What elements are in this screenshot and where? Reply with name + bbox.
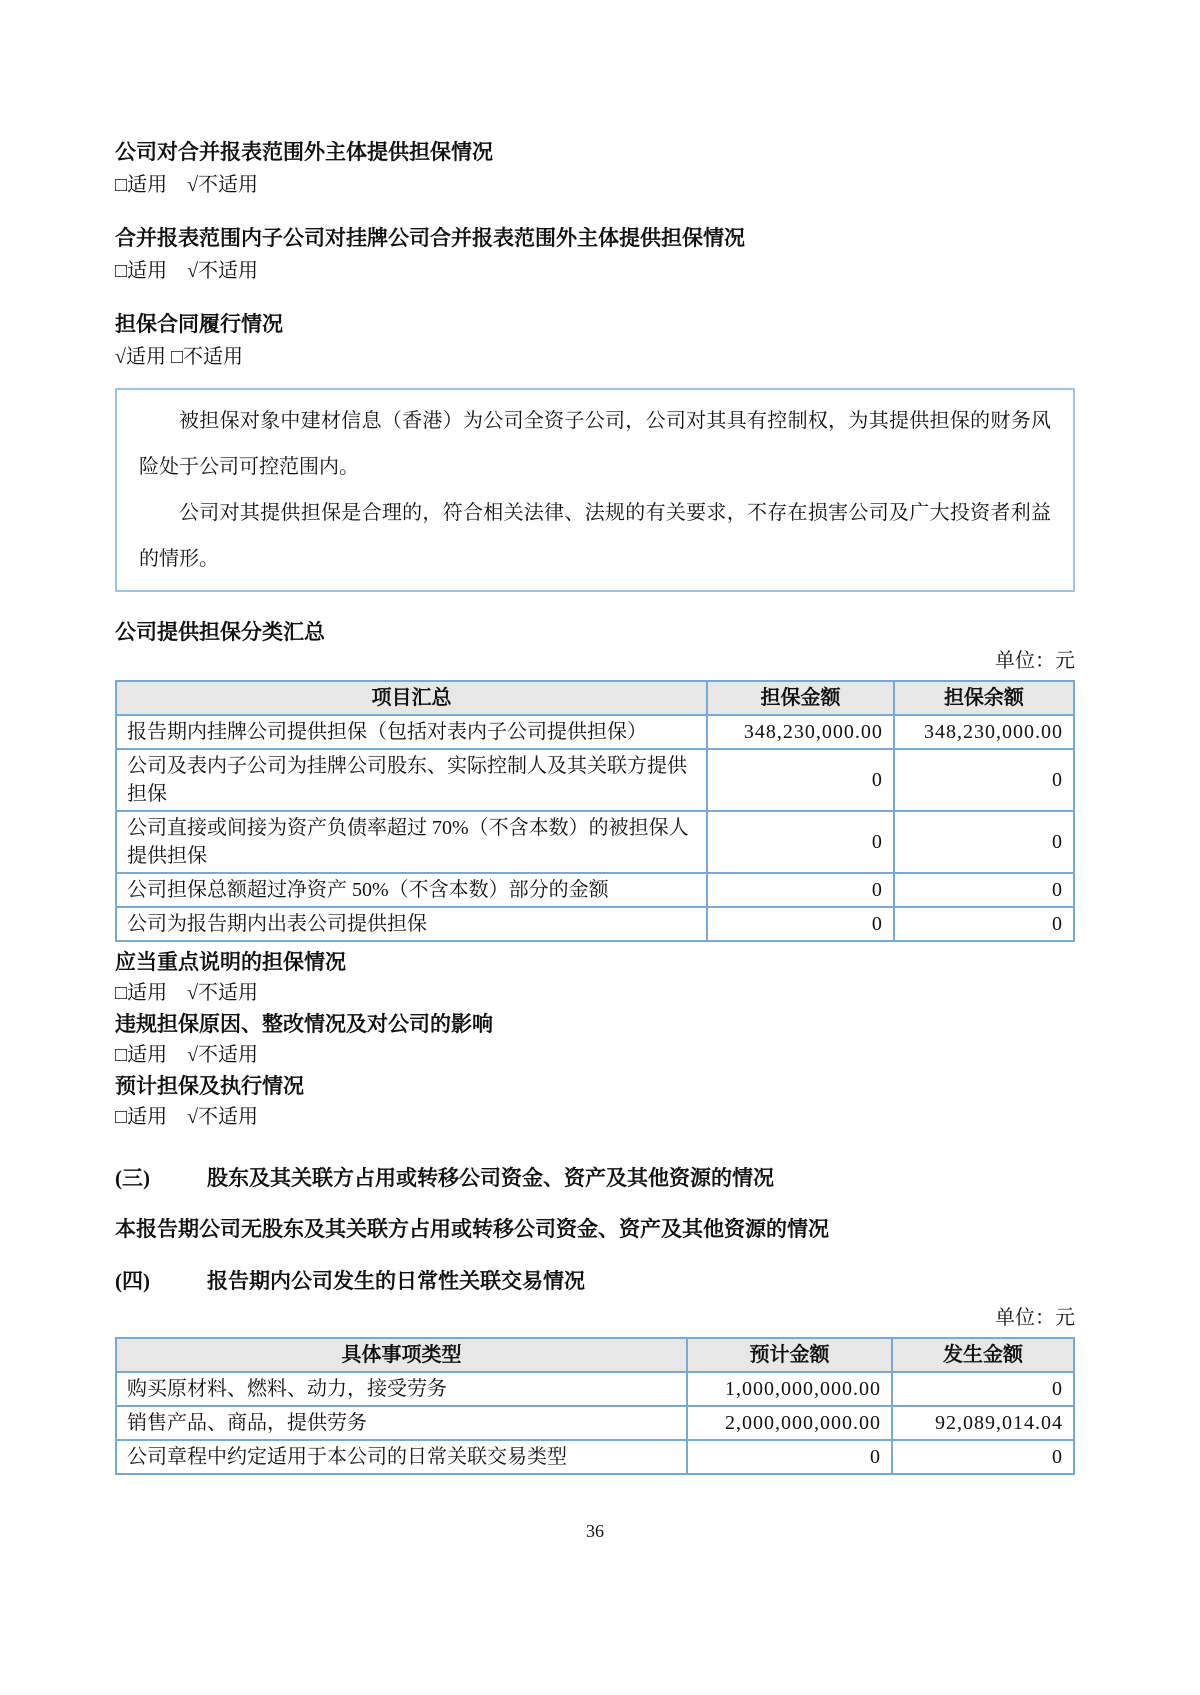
section-title-outside-guarantee: 公司对合并报表范围外主体提供担保情况 bbox=[115, 140, 493, 164]
table-header-cell: 担保余额 bbox=[894, 681, 1074, 715]
section-title-guarantee-summary: 公司提供担保分类汇总 bbox=[115, 620, 325, 644]
table-header-cell: 担保金额 bbox=[707, 681, 894, 715]
table-header-row bbox=[116, 1338, 1074, 1372]
table-cell: 0 bbox=[894, 811, 1074, 873]
unit-label: 单位：元 bbox=[995, 650, 1075, 672]
applicability-line: □适用 √不适用 bbox=[115, 1044, 259, 1066]
table-cell: 0 bbox=[707, 749, 894, 811]
table-cell: 2,000,000,000.00 bbox=[687, 1406, 892, 1440]
table-cell: 0 bbox=[894, 749, 1074, 811]
section-title-forecast-guarantee: 预计担保及执行情况 bbox=[115, 1074, 304, 1098]
table-cell: 1,000,000,000.00 bbox=[687, 1372, 892, 1406]
numbered-heading-4 bbox=[115, 1269, 1075, 1293]
table-cell: 0 bbox=[707, 873, 894, 907]
guarantee-summary-table bbox=[115, 680, 1075, 942]
section-title-subsidiary-guarantee: 合并报表范围内子公司对挂牌公司合并报表范围外主体提供担保情况 bbox=[115, 226, 745, 250]
table-row bbox=[116, 907, 1074, 941]
note-paragraph: 被担保对象中建材信息（香港）为公司全资子公司，公司对其具有控制权，为其提供担保的财务风险处于公司可控范围内。 bbox=[139, 410, 1051, 478]
section-title-key-guarantee: 应当重点说明的担保情况 bbox=[115, 950, 346, 974]
table-cell: 0 bbox=[894, 873, 1074, 907]
applicability-line: □适用 √不适用 bbox=[115, 1106, 259, 1128]
table-row bbox=[116, 715, 1074, 749]
heading-number: (四) bbox=[115, 1269, 150, 1293]
applicability-line: □适用 √不适用 bbox=[115, 982, 259, 1004]
table-header-cell: 具体事项类型 bbox=[116, 1338, 687, 1372]
table-cell: 348,230,000.00 bbox=[894, 715, 1074, 749]
table-row bbox=[116, 873, 1074, 907]
table-cell: 购买原材料、燃料、动力，接受劳务 bbox=[116, 1372, 687, 1406]
heading-number: (三) bbox=[115, 1166, 150, 1190]
heading-text: 报告期内公司发生的日常性关联交易情况 bbox=[207, 1269, 585, 1293]
applicability-line: □适用 √不适用 bbox=[115, 174, 259, 196]
table-cell: 公司及表内子公司为挂牌公司股东、实际控制人及其关联方提供担保 bbox=[116, 749, 707, 811]
table-header-cell: 发生金额 bbox=[892, 1338, 1074, 1372]
note-paragraph: 公司对其提供担保是合理的，符合相关法律、法规的有关要求，不存在损害公司及广大投资者利益的情形。 bbox=[139, 502, 1051, 570]
table-cell: 92,089,014.04 bbox=[892, 1406, 1074, 1440]
applicability-line: √适用 □不适用 bbox=[115, 346, 244, 368]
section-title-violation-guarantee: 违规担保原因、整改情况及对公司的影响 bbox=[115, 1012, 493, 1036]
table-row bbox=[116, 811, 1074, 873]
table-cell: 报告期内挂牌公司提供担保（包括对表内子公司提供担保） bbox=[116, 715, 707, 749]
table-row bbox=[116, 1372, 1074, 1406]
section-title-contract-performance: 担保合同履行情况 bbox=[115, 312, 283, 336]
guarantee-note-box bbox=[115, 388, 1075, 592]
table-cell: 348,230,000.00 bbox=[707, 715, 894, 749]
table-cell: 公司直接或间接为资产负债率超过 70%（不含本数）的被担保人提供担保 bbox=[116, 811, 707, 873]
section3-note: 本报告期公司无股东及其关联方占用或转移公司资金、资产及其他资源的情况 bbox=[115, 1217, 829, 1241]
table-cell: 公司章程中约定适用于本公司的日常关联交易类型 bbox=[116, 1440, 687, 1474]
table-cell: 0 bbox=[707, 811, 894, 873]
table-cell: 公司为报告期内出表公司提供担保 bbox=[116, 907, 707, 941]
page-number: 36 bbox=[586, 1521, 604, 1541]
table-cell: 0 bbox=[892, 1372, 1074, 1406]
unit-label: 单位：元 bbox=[995, 1307, 1075, 1329]
applicability-line: □适用 √不适用 bbox=[115, 260, 259, 282]
table-cell: 0 bbox=[687, 1440, 892, 1474]
table-row bbox=[116, 749, 1074, 811]
table-cell: 0 bbox=[707, 907, 894, 941]
table-header-cell: 预计金额 bbox=[687, 1338, 892, 1372]
table-header-row bbox=[116, 681, 1074, 715]
table-cell: 公司担保总额超过净资产 50%（不含本数）部分的金额 bbox=[116, 873, 707, 907]
table-row bbox=[116, 1406, 1074, 1440]
table-cell: 销售产品、商品，提供劳务 bbox=[116, 1406, 687, 1440]
table-cell: 0 bbox=[892, 1440, 1074, 1474]
related-transaction-table bbox=[115, 1337, 1075, 1475]
numbered-heading-3 bbox=[115, 1166, 1075, 1190]
table-header-cell: 项目汇总 bbox=[116, 681, 707, 715]
table-row bbox=[116, 1440, 1074, 1474]
table-cell: 0 bbox=[894, 907, 1074, 941]
heading-text: 股东及其关联方占用或转移公司资金、资产及其他资源的情况 bbox=[207, 1166, 774, 1190]
